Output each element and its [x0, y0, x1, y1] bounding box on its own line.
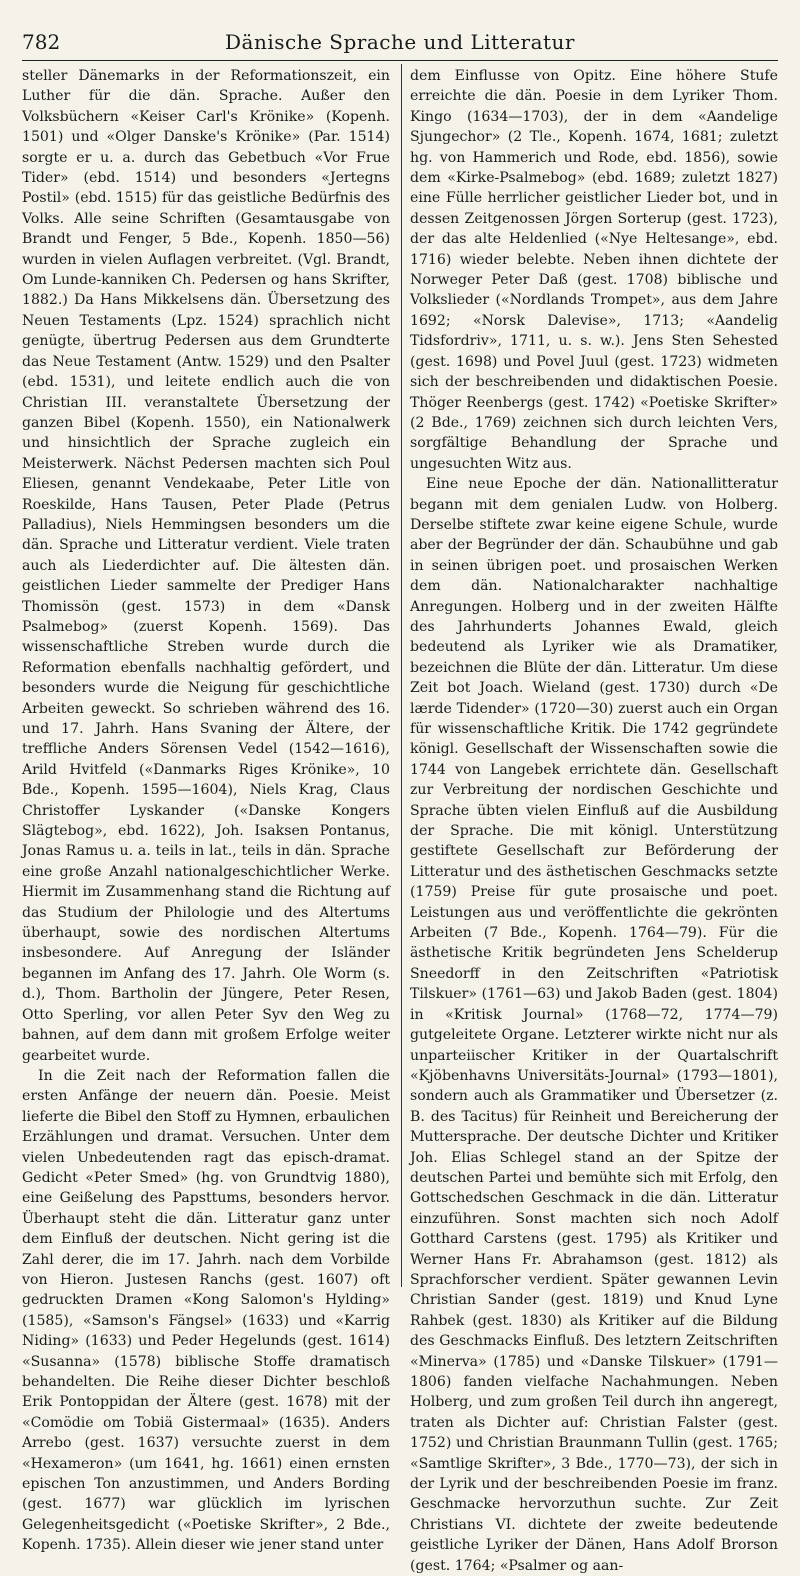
column-divider — [401, 64, 402, 1287]
paragraph: dem Einflusse von Opitz. Eine höhere Stufe erreichte die dän. Poesie in dem Lyriker Thom. Kingo (1634—1703), der in dem «Aandelige Sjungechor» (2 Tle., Kopenh. 1674, 1681; zuletzt hg. von Hammerich und Rode, ebd. 1856), sowie dem «Kirke-Psalmebog» (ebd. 1689; zuletzt 1827) eine Fülle herrlicher geistlicher Lieder bot, und in dessen Zeitgenossen Jörgen Sorterup (gest. 1723), der das alte Heldenlied («Nye Heltesange», ebd. 1716) wieder belebte. Neben ihnen dichtete der Norweger Peter Daß (gest. 1708) biblische und Volkslieder («Nordlands Trompet», aus dem Jahre 1692; «Norsk Dalevise», 1713; «Aandelig Tidsfordriv», 1711, u. s. w.). Jens Sten Sehested (gest. 1698) und Povel Juul (gest. 1723) widmeten sich der beschreibenden und didaktischen Poesie. Thöger Reenbergs (gest. 1742) «Poetiske Skrifter» (2 Bde., 1769) zeichnen sich durch leichten Vers, sorgfältige Behandlung der Sprache und ungesuchten Witz aus. — [410, 68, 778, 472]
left-column — [22, 66, 390, 1554]
page-number: 782 — [22, 30, 61, 54]
page-header — [22, 30, 778, 60]
right-column — [410, 66, 778, 1574]
paragraph: In die Zeit nach der Reformation fallen die ersten Anfänge der neuern dän. Poesie. Meist lieferte die Bibel den Stoff zu Hymnen, erbaulichen Erzählungen und dramat. Versuchen. Unter dem vielen Unbedeutenden ragt das episch-dramat. Gedicht «Peter Smed» (hg. von Grundtvig 1880), eine Geißelung des Papsttums, besonders hervor. Überhaupt steht die dän. Litteratur ganz unter dem Einfluß der deutschen. Nicht gering ist die Zahl derer, die im 17. Jahrh. nach dem Vorbilde von Hieron. Justesen Ranchs (gest. 1607) oft gedruckten Dramen «Kong Salomon's Hylding» (1585), «Samson's Fängsel» (1633) und «Karrig Niding» (1633) und Peder Hegelunds (gest. 1614) «Susanna» (1578) biblische Stoffe dramatisch behandelten. Die Reihe dieser Dichter beschloß Erik Pontoppidan der Ältere (gest. 1678) mit der «Comödie om Tobiä Gistermaal» (1635). Anders Arrebo (gest. 1637) versuchte zuerst in dem «Hexameron» (um 1641, hg. 1661) einen ernsten epischen Ton anzustimmen, und Anders Bording (gest. 1677) war glücklich im lyrischen Gelegenheitsgedicht («Poetiske Skrifter», 2 Bde., Kopenh. 1735). Allein dieser wie jener stand unter — [22, 1067, 390, 1554]
paragraph: steller Dänemarks in der Reformationszeit, ein Luther für die dän. Sprache. Außer den Volksbüchern «Keiser Carl's Krönike» (Kopenh. 1501) und «Olger Danske's Krönike» (Par. 1514) sorgte er u. a. durch das Gebetbuch «Vor Frue Tider» (ebd. 1514) und besonders «Jertegns Postil» (ebd. 1515) für das geistliche Bedürfnis des Volks. Alle seine Schriften (Gesamtausgabe von Brandt und Fenger, 5 Bde., Kopenh. 1850—56) wurden in vielen Auflagen verbreitet. (Vgl. Brandt, Om Lunde-kanniken Ch. Pedersen og hans Skrifter, 1882.) Da Hans Mikkelsens dän. Übersetzung des Neuen Testaments (Lpz. 1524) sprachlich nicht genügte, übertrug Pedersen aus dem Grundterte das Neue Testament (Antw. 1529) und den Psalter (ebd. 1531), und leitete endlich auch die von Christian III. veranstaltete Übersetzung der ganzen Bibel (Kopenh. 1550), ein Nationalwerk und hinsichtlich der Sprache zugleich ein Meisterwerk. Nächst Pedersen machten sich Poul Eliesen, genannt Vendekaabe, Peter Litle von Roeskilde, Hans Tausen, Peter Plade (Petrus Palladius), Niels Hemmingsen besonders um die dän. Sprache und Litteratur verdient. Viele traten auch als Liederdichter auf. Die ältesten dän. geistlichen Lieder sammelte der Prediger Hans Thomissön (gest. 1573) in dem «Dansk Psalmebog» (zuerst Kopenh. 1569). Das wissenschaftliche Streben wurde durch die Reformation ebenfalls nachhaltig gefördert, und besonders wurde die Neigung für geschichtliche Arbeiten geweckt. So schrieben während des 16. und 17. Jahrh. Hans Svaning der Ältere, der treffliche Anders Sörensen Vedel (1542—1616), Arild Hvitfeld («Danmarks Riges Krönike», 10 Bde., Kopenh. 1595—1604), Niels Krag, Claus Christoffer Lyskander («Danske Kongers Slägtebog», ebd. 1622), Joh. Isaksen Pontanus, Jonas Ramus u. a. teils in lat., teils in dän. Sprache eine große Anzahl nationalgeschichtlicher Werke. Hiermit im Zusammenhang stand die Richtung auf das Studium der Philologie und des Altertums überhaupt, sowie des nordischen Altertums insbesondere. Auf Anregung der Isländer begannen im Anfang des 17. Jahrh. Ole Worm (s. d.), Thom. Bartholin der Jüngere, Peter Resen, Otto Sperling, vor allen Peter Syv den Weg zu bahnen, auf dem dann mit großem Erfolge weiter gearbeitet wurde. — [22, 68, 390, 1064]
running-title: Dänische Sprache und Litteratur — [224, 30, 575, 54]
paragraph: Eine neue Epoche der dän. Nationallitteratur begann mit dem genialen Ludw. von Holberg. Derselbe stiftete zwar keine eigene Schule, wurde aber der Begründer der dän. Schaubühne und gab in seinen übrigen poet. und prosaischen Werken dem dän. Nationalcharakter nachhaltige Anregungen. Holberg und in der zweiten Hälfte des Jahrhunderts Johannes Ewald, gleich bedeutend als Lyriker wie als Dramatiker, bezeichnen die Blüte der dän. Litteratur. Um diese Zeit bot Joach. Wieland (gest. 1730) durch «De lærde Tidender» (1720—30) zuerst auch ein Organ für wissenschaftliche Kritik. Die 1742 gegründete königl. Gesellschaft der Wissenschaften sowie die 1744 von Langebek errichtete dän. Gesellschaft zur Verbreitung der nordischen Geschichte und Sprache übten vielen Einfluß auf die Ausbildung der Sprache. Die mit königl. Unterstützung gestiftete Gesellschaft zur Beförderung der Litteratur und des ästhetischen Geschmacks setzte (1759) Preise für gute prosaische und poet. Leistungen aus und veröffentlichte die gekrönten Arbeiten (7 Bde., Kopenh. 1764—79). Für die ästhetische Kritik begründeten Jens Schelderup Sneedorff in den Zeitschriften «Patriotisk Tilskuer» (1761—63) und Jakob Baden (gest. 1804) in «Kritisk Journal» (1768—72, 1774—79) gutgeleitete Organe. Letzterer wirkte nicht nur als unparteiischer Kritiker in der Quartalschrift «Kjöbenhavns Universitäts-Journal» (1793—1801), sondern auch als Grammatiker und Übersetzer (z. B. des Tacitus) für Reinheit und Bereicherung der Muttersprache. Der deutsche Dichter und Kritiker Joh. Elias Schlegel stand an der Spitze der deutschen Partei und bemühte sich mit Erfolg, den Gottschedschen Geschmack in die dän. Litteratur einzuführen. Sonst machten sich noch Adolf Gotthard Carstens (gest. 1795) als Kritiker und Werner Hans Fr. Abrahamson (gest. 1812) als Sprachforscher verdient. Später gewannen Levin Christian Sander (gest. 1819) und Knud Lyne Rahbek (gest. 1830) als Kritiker auf die Bildung des Geschmacks Einfluß. Des letztern Zeitschriften «Minerva» (1785) und «Danske Tilskuer» (1791—1806) fanden vielfache Nachahmungen. Neben Holberg, und zum großen Teil durch ihn angeregt, traten als Dichter auf: Christian Falster (gest. 1752) und Christian Braunmann Tullin (gest. 1765; «Samtlige Skrifter», 3 Bde., 1770—73), der sich in der Lyrik und der beschreibenden Poesie im franz. Geschmacke hervorzuthun suchte. Zur Zeit Christians VI. dichtete der zweite bedeutende geistliche Lyriker der Dänen, Hans Adolf Brorson (gest. 1764; «Psalmer og aan- — [410, 476, 778, 1574]
header-rule — [22, 60, 778, 61]
